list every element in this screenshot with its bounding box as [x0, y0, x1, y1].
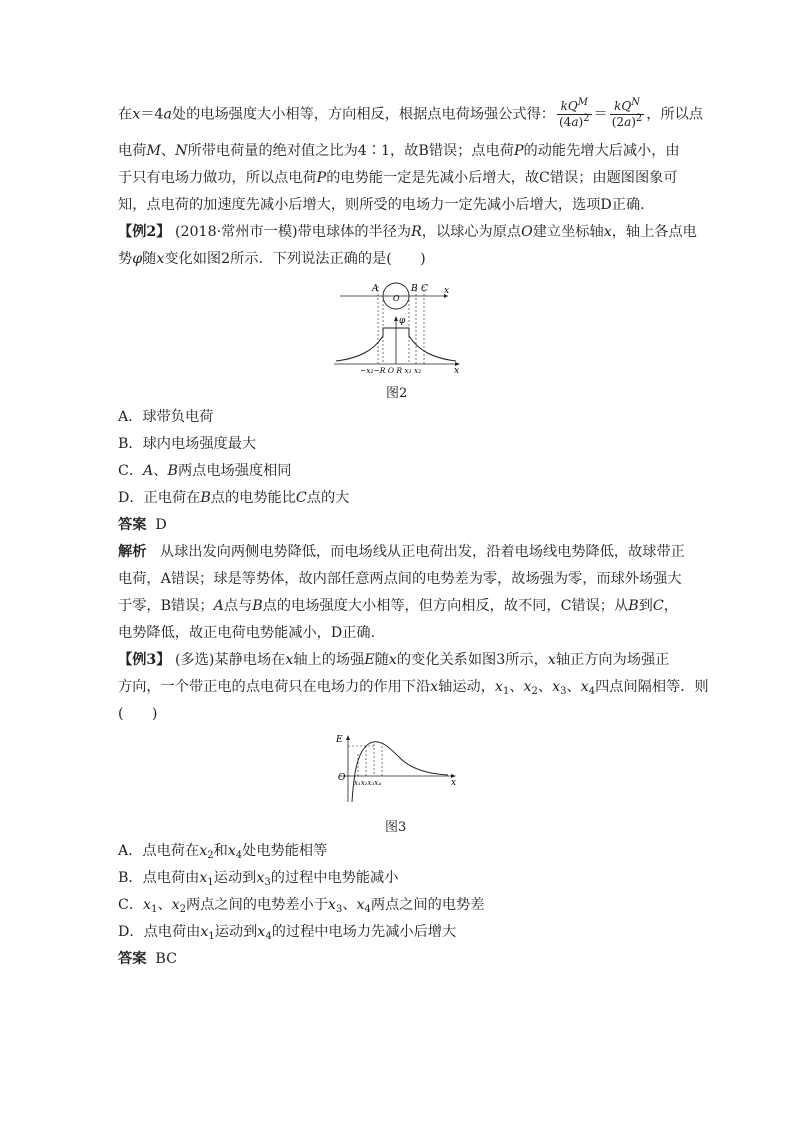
example3-option-c: C．$x_1$、$x_2$两点之间的电势差小于$x_3$、$x_4$两点之间的电势差 [118, 897, 485, 915]
example3-answer: 答案 BC [118, 951, 177, 967]
figure-3-caption: 图3 [385, 820, 407, 835]
fig2-label-x-top: x [444, 286, 450, 296]
example2-option-d: D．正电荷在B点的电势能比C点的大 [118, 490, 350, 506]
fig3-label-E: E [336, 735, 343, 745]
fig2-label-x-bottom: x [454, 366, 460, 376]
fig2-label-C: C [421, 284, 428, 294]
fig2-label-phi: φ [399, 316, 406, 326]
figure-3 [330, 730, 460, 806]
example2-analysis-line2: 电荷，A错误；球是等势体，故内部任意两点间的电势差为零，故场强为零，而球外场强大 [118, 571, 682, 587]
example3-option-d: D．点电荷由$x_1$运动到$x_4$的过程中电场力先减小后增大 [118, 924, 457, 942]
example2-analysis-line4: 电势降低，故正电荷电势能减小，D正确. [118, 625, 376, 641]
para1-line2: 电荷M、N所带电荷量的绝对值之比为4∶1，故B错误；点电荷P的动能先增大后减小，由 [118, 143, 680, 159]
example2-option-c: C．A、B两点电场强度相同 [118, 463, 292, 479]
para1-line4: 知，点电荷的加速度先减小后增大，则所受的电场力一定先减小后增大，选项D正确. [118, 197, 645, 213]
fig3-label-O: O [338, 773, 346, 783]
example3-line2: 方向，一个带正电的点电荷只在电场力的作用下沿x轴运动，$x_1$、$x_2$、$x_3$、$x_4$四点间隔相等．则 [118, 679, 709, 697]
formula-fraction-2: $\frac{kQ^N}{(2a)^2}$ [611, 97, 643, 129]
example2-line2: 势φ随x变化如图2所示．下列说法正确的是( ) [118, 251, 426, 267]
para1-line3: 于只有电场力做功，所以点电荷P的电势能一定是先减小后增大，故C错误；由题图图象可 [118, 170, 678, 186]
example2-option-b: B．球内电场强度最大 [118, 436, 257, 452]
example3-line3: ( ) [118, 706, 158, 722]
example3-line1: 【例3】 (多选)某静电场在x轴上的场强E随x的变化关系如图3所示，x轴正方向为场强正 [118, 652, 670, 668]
example2-line1: 【例2】 (2018·常州市一模)带电球体的半径为R，以球心为原点O建立坐标轴x，轴上各点电 [118, 224, 697, 240]
figure-2 [330, 278, 470, 376]
formula-fraction-1: $\frac{kQ^M}{(4a)^2}$ [558, 97, 590, 129]
fig3-label-x: x [451, 778, 457, 788]
example3-option-a: A．点电荷在$x_2$和$x_4$处电势能相等 [118, 843, 328, 861]
fig2-label-B: B [411, 284, 418, 294]
fig2-label-O: O [393, 294, 400, 303]
para1-line1: 在x＝4a处的电场强度大小相等，方向相反，根据点电荷场强公式得： $\frac{kQ^M}{(4a)^2}$ ＝ $\frac{kQ^N}{(2a)^2}$ ，所以点 [118, 97, 704, 129]
example3-option-b: B．点电荷由$x_1$运动到$x_3$的过程中电势能减小 [118, 870, 399, 888]
example2-analysis-line1: 解析 从球出发向两侧电势降低，而电场线从正电荷出发，沿着电场线电势降低，故球带正 [118, 544, 685, 560]
example2-option-a: A．球带负电荷 [118, 409, 214, 425]
fig3-ticks: x₁x₂x₃x₄ [354, 779, 382, 787]
fig2-label-A: A [372, 284, 379, 294]
fig2-bottom-ticks: −x₁−R O R x₁ x₂ [360, 366, 422, 375]
figure-2-caption: 图2 [386, 386, 408, 401]
example2-answer: 答案 D [118, 517, 167, 533]
example2-analysis-line3: 于零，B错误；A点与B点的电场强度大小相等，但方向相反，故不同，C错误；从B到C， [118, 598, 678, 614]
